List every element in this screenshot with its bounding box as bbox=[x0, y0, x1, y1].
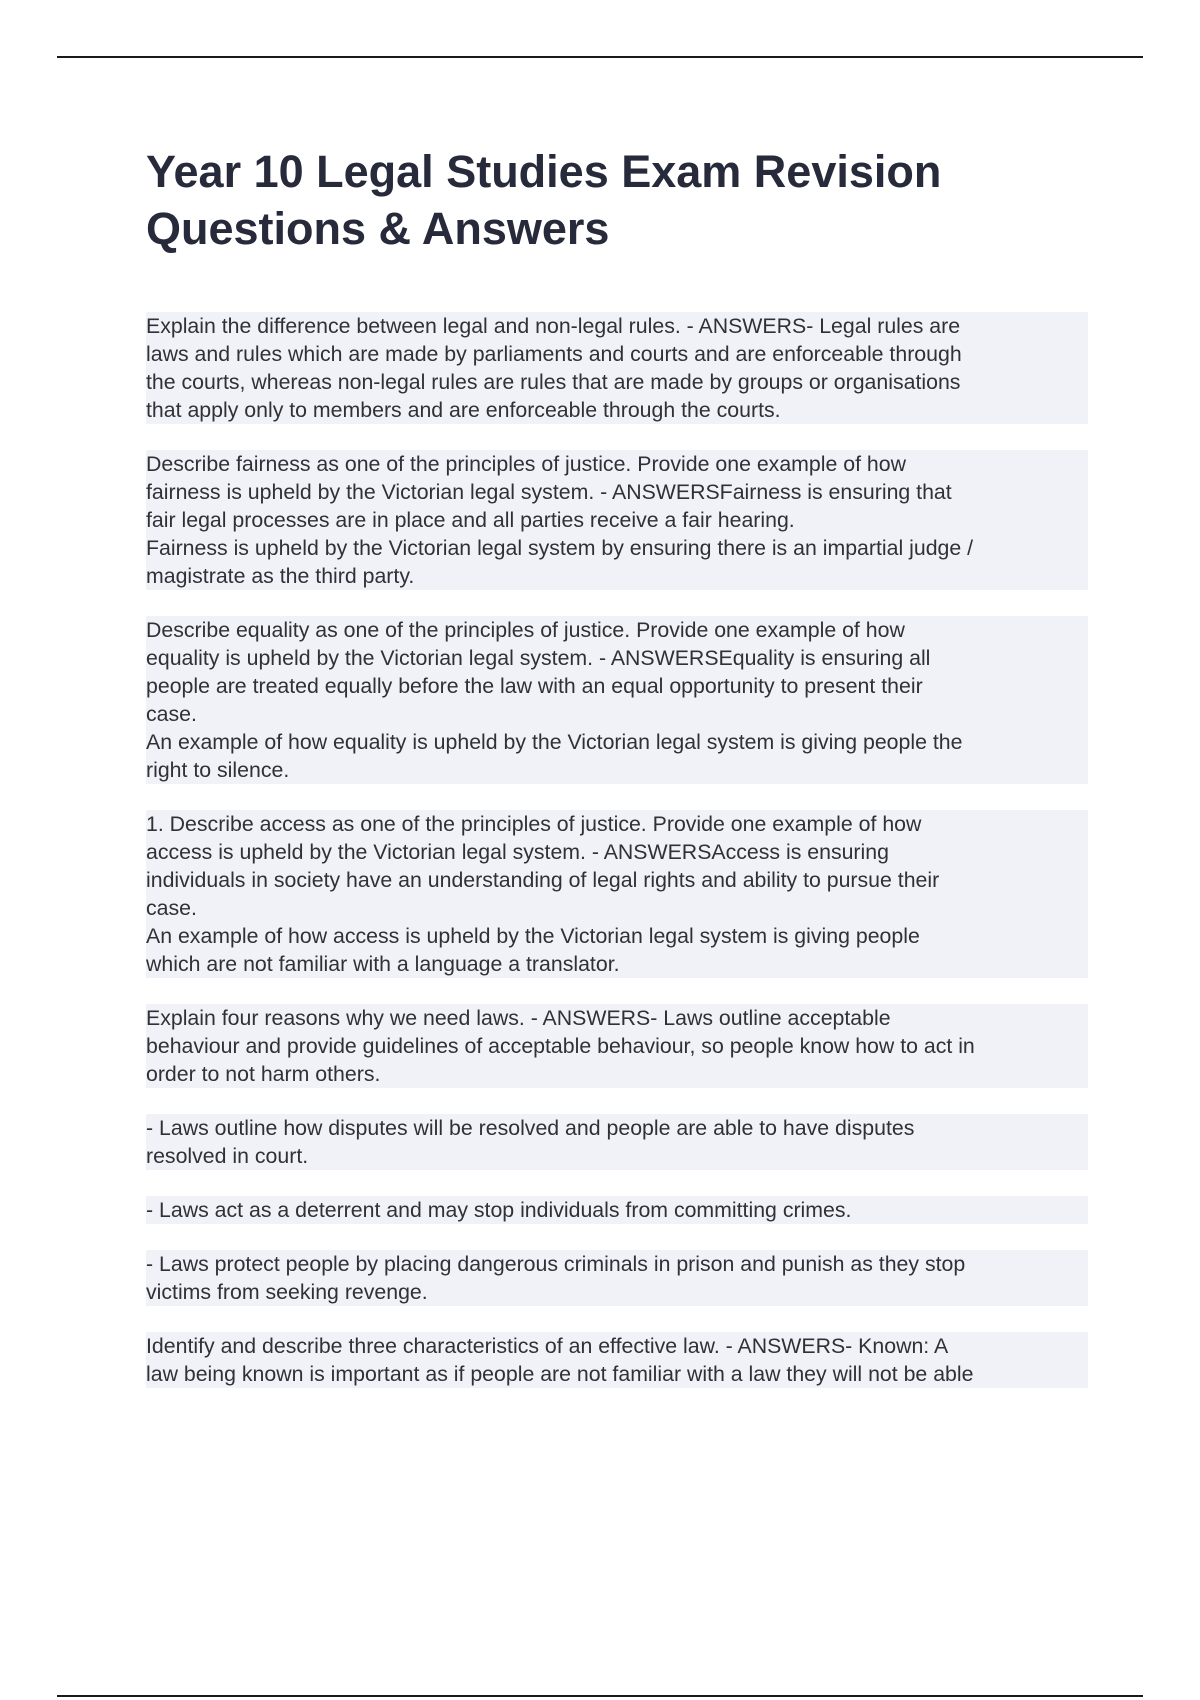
qa-paragraph bbox=[146, 1196, 1088, 1224]
text-line: laws and rules which are made by parliaments and courts and are enforceable through bbox=[146, 340, 1088, 368]
text-line: order to not harm others. bbox=[146, 1060, 1088, 1088]
text-line: Describe equality as one of the principles of justice. Provide one example of how bbox=[146, 616, 1088, 644]
text-line: fairness is upheld by the Victorian legal system. - ANSWERSFairness is ensuring that bbox=[146, 478, 1088, 506]
text-line: An example of how equality is upheld by the Victorian legal system is giving people the bbox=[146, 728, 1088, 756]
title-line-1: Year 10 Legal Studies Exam Revision bbox=[146, 146, 942, 197]
text-line: 1. Describe access as one of the principles of justice. Provide one example of how bbox=[146, 810, 1088, 838]
document-body bbox=[146, 312, 1088, 1414]
text-line: case. bbox=[146, 894, 1088, 922]
text-line: Explain the difference between legal and non-legal rules. - ANSWERS- Legal rules are bbox=[146, 312, 1088, 340]
text-line: access is upheld by the Victorian legal system. - ANSWERSAccess is ensuring bbox=[146, 838, 1088, 866]
text-line: individuals in society have an understanding of legal rights and ability to pursue their bbox=[146, 866, 1088, 894]
top-rule bbox=[57, 56, 1143, 58]
qa-paragraph bbox=[146, 810, 1088, 978]
text-line: - Laws protect people by placing dangerous criminals in prison and punish as they stop bbox=[146, 1250, 1088, 1278]
text-line: equality is upheld by the Victorian legal system. - ANSWERSEquality is ensuring all bbox=[146, 644, 1088, 672]
qa-paragraph bbox=[146, 1250, 1088, 1306]
text-line: Fairness is upheld by the Victorian legal system by ensuring there is an impartial judge / bbox=[146, 534, 1088, 562]
qa-paragraph bbox=[146, 1114, 1088, 1170]
text-line: An example of how access is upheld by the Victorian legal system is giving people bbox=[146, 922, 1088, 950]
qa-paragraph bbox=[146, 1332, 1088, 1388]
text-line: - Laws act as a deterrent and may stop individuals from committing crimes. bbox=[146, 1196, 1088, 1224]
page-title bbox=[146, 143, 1106, 257]
bottom-rule bbox=[57, 1695, 1143, 1697]
title-line-2: Questions & Answers bbox=[146, 203, 610, 254]
text-line: Describe fairness as one of the principles of justice. Provide one example of how bbox=[146, 450, 1088, 478]
qa-paragraph bbox=[146, 312, 1088, 424]
text-line: case. bbox=[146, 700, 1088, 728]
text-line: behaviour and provide guidelines of acceptable behaviour, so people know how to act in bbox=[146, 1032, 1088, 1060]
text-line: the courts, whereas non-legal rules are rules that are made by groups or organisations bbox=[146, 368, 1088, 396]
text-line: magistrate as the third party. bbox=[146, 562, 1088, 590]
text-line: Identify and describe three characteristics of an effective law. - ANSWERS- Known: A bbox=[146, 1332, 1088, 1360]
text-line: that apply only to members and are enforceable through the courts. bbox=[146, 396, 1088, 424]
text-line: Explain four reasons why we need laws. - ANSWERS- Laws outline acceptable bbox=[146, 1004, 1088, 1032]
text-line: which are not familiar with a language a translator. bbox=[146, 950, 1088, 978]
text-line: people are treated equally before the law with an equal opportunity to present their bbox=[146, 672, 1088, 700]
text-line: right to silence. bbox=[146, 756, 1088, 784]
text-line: - Laws outline how disputes will be resolved and people are able to have disputes bbox=[146, 1114, 1088, 1142]
qa-paragraph bbox=[146, 616, 1088, 784]
text-line: resolved in court. bbox=[146, 1142, 1088, 1170]
text-line: victims from seeking revenge. bbox=[146, 1278, 1088, 1306]
qa-paragraph bbox=[146, 1004, 1088, 1088]
text-line: law being known is important as if people are not familiar with a law they will not be able bbox=[146, 1360, 1088, 1388]
text-line: fair legal processes are in place and all parties receive a fair hearing. bbox=[146, 506, 1088, 534]
qa-paragraph bbox=[146, 450, 1088, 590]
